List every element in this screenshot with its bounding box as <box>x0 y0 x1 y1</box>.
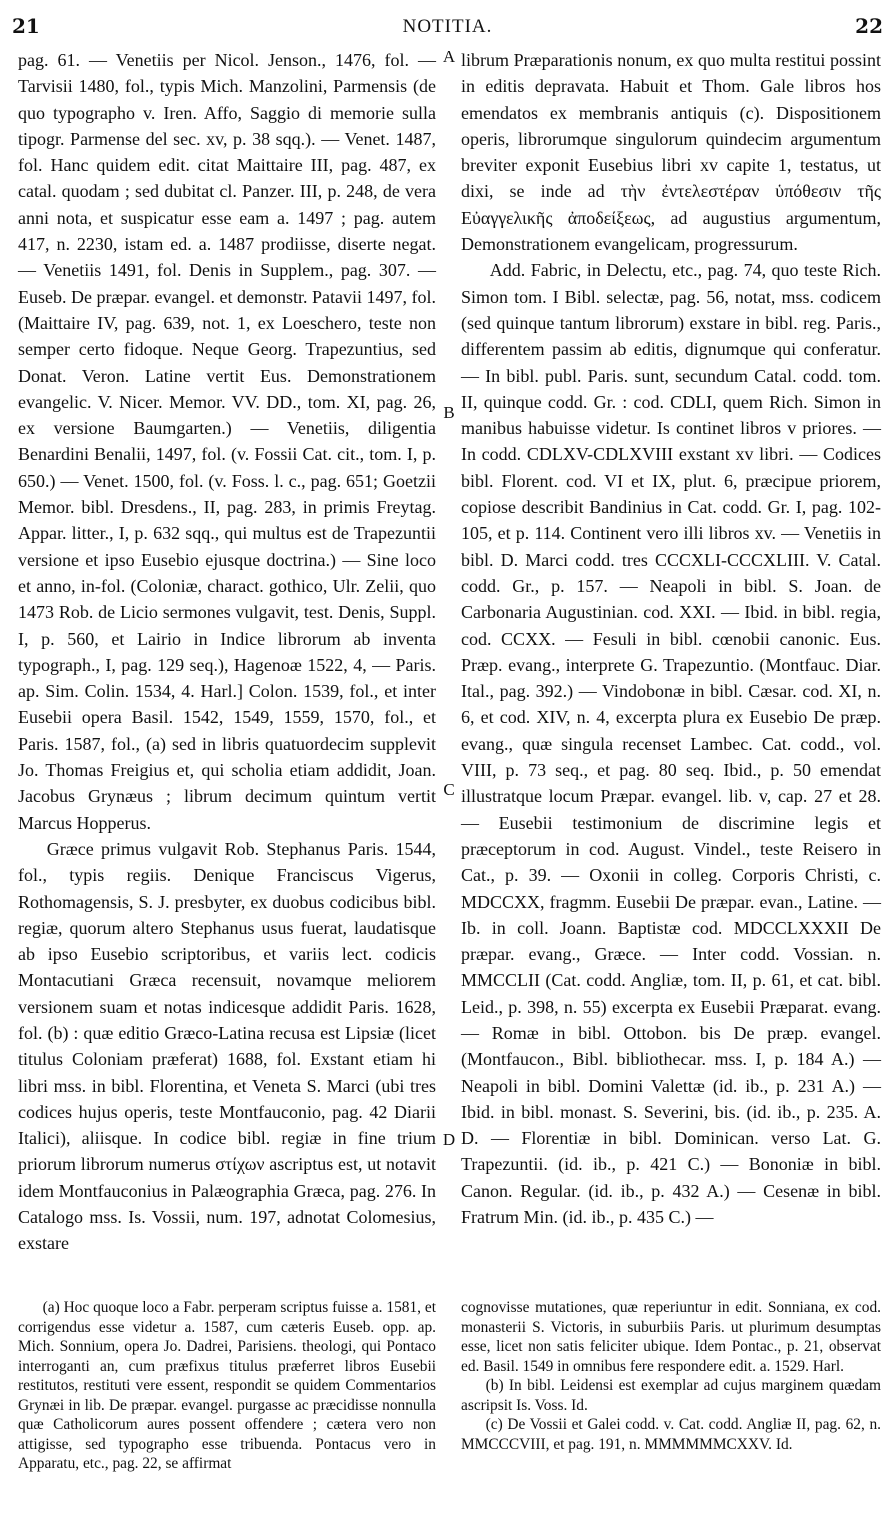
right-paragraph-1: librum Præparationis nonum, ex quo multa restitui possint in editis depravata. Habuit et Thom. Gale libros hos emendatos ex membranis antiquis (c). Dispositionem operis, librorumque singulorum quindecim argumentum breviter exponit Eusebius libri xv capite 1, testatus, ut dixi, se inde ad τὴν ἐντελεστέραν ὑπόθεσιν τῆς Εὐαγγελικῆς ἀποδείξεως, ad augustius argumentum, Demonstrationem evangelicam, progressurum. <box>461 50 881 255</box>
left-paragraph-2: Græce primus vulgavit Rob. Stephanus Paris. 1544, fol., typis regiis. Denique Franciscus Vigerus, Rothomagensis, S. J. presbyter, ex duobus codicibus bibl. regiæ, quorum altero Stephanus usus fuerat, laudatisque ab ipso Eusebio scriptoribus, et variis lect. codicis Montacutiani Græca recensuit, novamque meliorem versionem suam et notas indicesque addidit Paris. 1628, fol. (b) : quæ editio Græco-Latina recusa est Lipsiæ (licet titulus Coloniam præferat) 1688, fol. Exstant etiam hi libri mss. in bibl. Florentina, et Veneta S. Marci (ubi tres codices hujus operis, teste Montfauconio, pag. 42 Diarii Italici), aliisque. In codice bibl. regiæ in fine trium priorum librorum numerus στίχων ascriptus est, ut notavit idem Montfauconius in Palæographia Græca, pag. 276. In Catalogo mss. Is. Vossii, num. 197, adnotat Colomesius, exstare <box>18 838 436 1254</box>
right-column <box>461 47 881 1230</box>
footnote-c: (c) De Vossii et Galei codd. v. Cat. codd. Angliæ II, pag. 62, n. MMCCCVIII, et pag. 191, n. MMMMMMCXXV. Id. <box>461 1416 881 1453</box>
right-paragraph-2: Add. Fabric, in Delectu, etc., pag. 74, quo teste Rich. Simon tom. I Bibl. selectæ, pag. 56, notat, mss. codicem (sed quinque tantum librorum) exstare in bibl. reg. Paris., differentem passim ab editis, dignumque qui conferatur. — In bibl. publ. Paris. sunt, secundum Catal. codd. tom. II, quinque codd. Gr. : cod. CDLI, quem Rich. Simon in manibus habuisse videtur. Is continet libros v priores. — In codd. CDLXV-CDLXVIII exstant xv libri. — Codices bibl. Florent. cod. VI et IX, plut. 6, præcipue priorem, copiose describit Bandinius in Cat. codd. Gr. I, pag. 102-105, et p. 114. Continent vero illi libros xv. — Venetiis in bibl. D. Marci codd. tres CCCXLI-CCCXLIII. V. Catal. codd. Gr., p. 157. — Neapoli in bibl. S. Joan. de Carbonaria Augustinian. cod. XXI. — Ibid. in bibl. regia, cod. CCXX. — Fesuli in bibl. cœnobii canonic. Eus. Præp. evang., interprete G. Trapezuntio. (Montfauc. Diar. Ital., pag. 392.) — Vindobonæ in bibl. Cæsar. cod. XI, n. 6, et cod. XIV, n. 4, excerpta plura ex Eusebio De præp. evang., quæ singula recenset Lambec. Cat. codd., vol. VIII, p. 73 seq., et pag. 80 seq. Ibid., p. 50 emendat illustratque locum Præpar. evangel. lib. v, cap. 27 et 28. — Eusebii testimonium de discrimine legis et præceptorum in cod. August. Vindel., teste Reisero in Cat., p. 39. — Oxonii in colleg. Corporis Christi, c. MDCCXX, fragmm. Eusebii De præpar. evan., Latine. — Ib. in coll. Joann. Baptistæ cod. MDCCLXXXII De præpar. evang., Græce. — Inter codd. Vossian. n. MMCCLII (Cat. codd. Angliæ, tom. II, p. 61, et cat. bibl. Leid., p. 398, n. 55) excerpta ex Eusebii Præparat. evang. — Romæ in bibl. Ottobon. bis De præp. evangel. (Montfaucon., Bibl. bibliothecar. mss. I, p. 184 A.) — Neapoli in bibl. Domini Valettæ (id. ib., p. 231 A.) — Ibid. in bibl. monast. S. Severini, bis. (id. ib., p. 235. A. D. — Florentiæ in bibl. Dominican. verso Lat. G. Trapezuntii. (id. ib., p. 421 C.) — Bononiæ in bibl. Canon. Regular. (id. ib., p. 432 A.) — Cesenæ in bibl. Fratrum Min. (id. ib., p. 435 C.) — <box>461 260 881 1228</box>
margin-letter-b: B <box>443 403 455 422</box>
page-number-left: 21 <box>12 14 40 38</box>
left-column <box>18 47 436 1257</box>
page-number-right: 22 <box>855 14 883 38</box>
footnotes-right <box>461 1298 881 1454</box>
page-header <box>12 14 883 42</box>
margin-letter-d: D <box>442 1130 456 1149</box>
margin-letter-a: A <box>442 47 456 66</box>
footnotes-left <box>18 1298 436 1474</box>
left-paragraph-1: pag. 61. — Venetiis per Nicol. Jenson., 1476, fol. — Tarvisii 1480, fol., typis Mich. Manzolini, Parmensis (de quo typographo v. Iren. Affo, Saggio di memorie sulla tipogr. Parmense del sec. xv, p. 38 sqq.). — Venet. 1487, fol. Hanc quidem edit. citat Maittaire III, pag. 487, ex catal. quodam ; sed dubitat cl. Panzer. III, p. 248, de vera anni nota, et suspicatur esse eam a. 1497 ; pag. autem 417, n. 2230, istam ed. a. 1487 prodiisse, diserte negat. — Venetiis 1491, fol. Denis in Supplem., pag. 307. — Euseb. De præpar. evangel. et demonstr. Patavii 1497, fol. (Maittaire IV, pag. 639, not. 1, ex Loeschero, teste non semper certo fidoque. Neque Georg. Trapezuntius, sed Donat. Veron. Latine vertit Eus. Demonstrationem evangelic. V. Nicer. Memor. VV. DD., tom. XI, pag. 26, ex versione Baumgarten.) — Venetiis, diligentia Benardini Benalii, 1497, fol. (v. Fossii Cat. cit., tom. I, p. 650.) — Venet. 1500, fol. (v. Foss. l. c., pag. 651; Goetzii Memor. bibl. Dresdens., II, pag. 283, in primis Freytag. Appar. litter., I, p. 632 sqq., qui multus est de Trapezuntii versione et ipso Eusebio ejusque doctrina.) — Sine loco et anno, in-fol. (Coloniæ, charact. gothico, Ulr. Zelii, quo 1473 Rob. de Licio sermones vulgavit, test. Denis, Suppl. I, p. 560, et Lairio in Indice librorum ab inventa typograph., I, pag. 129 seq.), Hagenoæ 1522, 4, — Paris. ap. Sim. Colin. 1534, 4. Harl.] Colon. 1539, fol., et inter Eusebii opera Basil. 1542, 1549, 1559, 1570, fol., et Paris. 1587, fol., (a) sed in libris quatuordecim supplevit Jo. Thomas Freigius et, qui scholia etiam addidit, Joan. Jacobus Grynæus ; librum decimum quintum vertit Marcus Hopperus. <box>18 50 436 833</box>
footnote-a: (a) Hoc quoque loco a Fabr. perperam scriptus fuisse a. 1581, et corrigendus esse videtur a. 1587, cum cæteris Euseb. opp. ap. Mich. Sonnium, opera Jo. Dadrei, Parisiens. theologi, qui Pontaco interroganti an, cum præfixus titulus præferret libros Eusebii restitutos, restituti vere essent, respondit se quidem Commentarios Grynæi in lib. De præpar. evangel. purgasse ac præcidisse nonnulla quæ Catholicorum aures possent offendere ; cætera vero non attigisse, sed typographo esse tribuenda. Pontacus vero in Apparatu, etc., pag. 22, se affirmat <box>18 1299 436 1472</box>
margin-letter-c: C <box>443 780 455 799</box>
running-title: NOTITIA. <box>402 16 493 37</box>
footnote-a-continued: cognovisse mutationes, quæ reperiuntur in edit. Sonniana, ex cod. monasterii S. Victoris, in suburbiis Paris. ut plurimum desumptas esse, licet non satis feliciter ubique. Idem Pontac., p. 21, observat ed. Basil. 1549 in omnibus fere respondere edit. a. 1529. Harl. <box>461 1299 881 1375</box>
footnote-b: (b) In bibl. Leidensi est exemplar ad cujus marginem quædam ascripsit Is. Voss. Id. <box>461 1377 881 1414</box>
